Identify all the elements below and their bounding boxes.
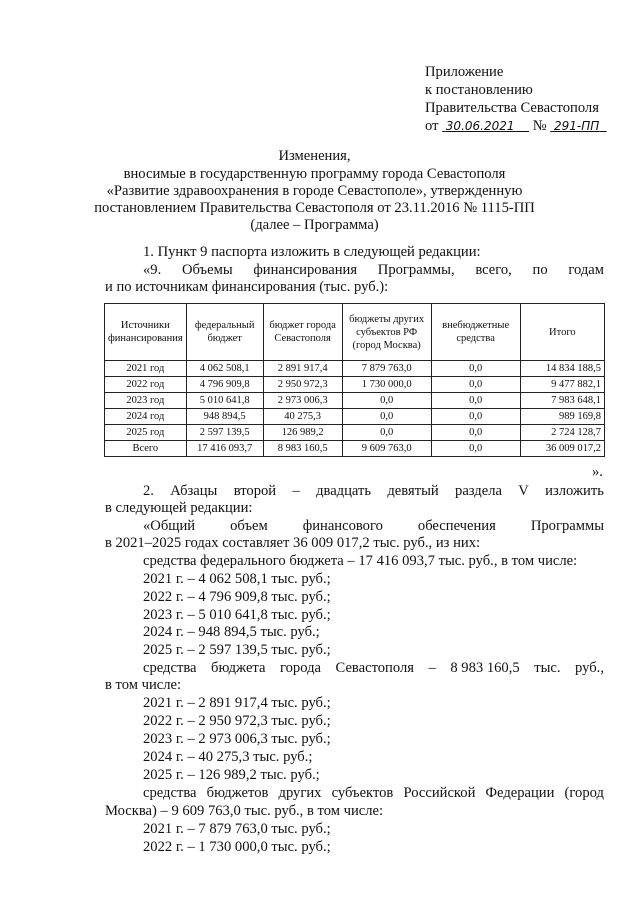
federal-budget-line: средства федерального бюджета – 17 416 093,7 тыс. руб., в том числе: bbox=[143, 553, 578, 569]
column-header: бюджет города Севастополя bbox=[263, 304, 342, 361]
word: объем bbox=[230, 518, 268, 534]
table-cell: 9 609 763,0 bbox=[342, 441, 431, 457]
table-cell: 0,0 bbox=[431, 377, 520, 393]
table-cell: 14 834 188,5 bbox=[520, 361, 604, 377]
table-row bbox=[105, 377, 605, 393]
word: второй bbox=[233, 483, 277, 499]
table-closing-quote: ». bbox=[592, 464, 603, 480]
word: Программы bbox=[530, 518, 604, 534]
word: по bbox=[532, 262, 548, 278]
item-1-quote-line-2: и по источникам финансирования (тыс. руб.): bbox=[105, 279, 389, 295]
appendix-line-3: Правительства Севастополя bbox=[425, 100, 599, 116]
word: города bbox=[280, 660, 321, 676]
word: (город bbox=[564, 785, 604, 801]
column-header: федеральный бюджет bbox=[186, 304, 263, 361]
heading-line-2: вносимые в государственную программу города Севастополя bbox=[123, 166, 506, 182]
other-year-line: 2021 г. – 7 879 763,0 тыс. руб.; bbox=[143, 821, 331, 837]
table-cell: 2023 год bbox=[105, 393, 187, 409]
item-1-quote-line bbox=[143, 262, 604, 279]
date-prefix: от bbox=[425, 118, 439, 134]
word: Объемы bbox=[181, 262, 233, 278]
date-field bbox=[442, 118, 529, 134]
other-budgets-line-2: Москва) – 9 609 763,0 тыс. руб., в том числе: bbox=[105, 803, 384, 819]
other-budgets-line bbox=[143, 785, 604, 802]
number-field bbox=[550, 118, 606, 134]
table-cell: 7 983 648,1 bbox=[520, 393, 604, 409]
city-year-line: 2022 г. – 2 950 972,3 тыс. руб.; bbox=[143, 713, 331, 729]
table-cell: 2024 год bbox=[105, 409, 187, 425]
column-header: бюджеты других субъектов РФ (город Москва) bbox=[342, 304, 431, 361]
table-cell: 8 983 160,5 bbox=[263, 441, 342, 457]
word: Федерации bbox=[485, 785, 555, 801]
table-cell: 9 477 882,1 bbox=[520, 377, 604, 393]
word: руб., bbox=[575, 660, 604, 676]
word: других bbox=[278, 785, 322, 801]
table-row bbox=[105, 409, 605, 425]
table-cell: 989 169,8 bbox=[520, 409, 604, 425]
table-cell: 17 416 093,7 bbox=[186, 441, 263, 457]
column-header: внебюджетные средства bbox=[431, 304, 520, 361]
word: 2. bbox=[143, 483, 154, 499]
word: средства bbox=[143, 785, 197, 801]
table-cell: 4 796 909,8 bbox=[186, 377, 263, 393]
word: бюджета bbox=[211, 660, 266, 676]
appendix-line-1: Приложение bbox=[425, 64, 504, 80]
item-2-line-2: в следующей редакции: bbox=[105, 500, 253, 516]
financing-table bbox=[104, 303, 605, 457]
federal-year-line: 2023 г. – 5 010 641,8 тыс. руб.; bbox=[143, 607, 331, 623]
column-header: Итого bbox=[520, 304, 604, 361]
city-year-line: 2024 г. – 40 275,3 тыс. руб.; bbox=[143, 749, 313, 765]
table-cell: 0,0 bbox=[431, 409, 520, 425]
word: изложить bbox=[545, 483, 604, 499]
federal-year-line: 2025 г. – 2 597 139,5 тыс. руб.; bbox=[143, 642, 331, 658]
table-cell: 5 010 641,8 bbox=[186, 393, 263, 409]
table-cell: 2 597 139,5 bbox=[186, 425, 263, 441]
table-cell: 0,0 bbox=[431, 393, 520, 409]
heading-line-5: (далее – Программа) bbox=[250, 217, 379, 233]
federal-year-line: 2024 г. – 948 894,5 тыс. руб.; bbox=[143, 624, 320, 640]
table-row bbox=[105, 361, 605, 377]
table-cell: 0,0 bbox=[431, 361, 520, 377]
appendix-block bbox=[425, 63, 607, 135]
word: V bbox=[518, 483, 529, 499]
table-cell: 1 730 000,0 bbox=[342, 377, 431, 393]
table-cell: 36 009 017,2 bbox=[520, 441, 604, 457]
word: средства bbox=[143, 660, 197, 676]
appendix-date-line bbox=[425, 117, 607, 135]
heading-title: Изменения, bbox=[278, 148, 351, 164]
table-cell: 0,0 bbox=[431, 425, 520, 441]
table-header-row bbox=[105, 304, 605, 361]
table-cell: 2022 год bbox=[105, 377, 187, 393]
table-cell: 948 894,5 bbox=[186, 409, 263, 425]
handwritten-number: 291-ПП bbox=[554, 119, 600, 133]
heading-line-4: постановлением Правительства Севастополя от 23.11.2016 № 1115-ПП bbox=[94, 200, 535, 216]
other-year-line: 2022 г. – 1 730 000,0 тыс. руб.; bbox=[143, 839, 331, 855]
word: Абзацы bbox=[170, 483, 218, 499]
item-1-text: 1. Пункт 9 паспорта изложить в следующей редакции: bbox=[143, 244, 481, 260]
word: 8 983 160,5 bbox=[450, 660, 520, 676]
word: обеспечения bbox=[417, 518, 496, 534]
word: финансового bbox=[302, 518, 383, 534]
city-year-line: 2025 г. – 126 989,2 тыс. руб.; bbox=[143, 767, 320, 783]
table-cell: 0,0 bbox=[342, 425, 431, 441]
word: Севастополя bbox=[335, 660, 414, 676]
word: бюджетов bbox=[206, 785, 269, 801]
word: Программы, bbox=[377, 262, 455, 278]
federal-year-line: 2022 г. – 4 796 909,8 тыс. руб.; bbox=[143, 589, 331, 605]
table-cell: 0,0 bbox=[342, 409, 431, 425]
table-cell: 2025 год bbox=[105, 425, 187, 441]
word: всего, bbox=[475, 262, 512, 278]
item-2-quote-line bbox=[143, 518, 604, 535]
city-budget-line bbox=[143, 660, 604, 677]
number-prefix: № bbox=[532, 118, 547, 134]
heading-line-3: «Развитие здравоохранения в городе Севастополе», утвержденную bbox=[106, 183, 523, 199]
table-cell: 40 275,3 bbox=[263, 409, 342, 425]
word: финансирования bbox=[253, 262, 358, 278]
word: девятый bbox=[387, 483, 439, 499]
handwritten-date: 30.06.2021 bbox=[445, 119, 515, 133]
word: раздела bbox=[455, 483, 502, 499]
word: двадцать bbox=[316, 483, 372, 499]
table-cell: 0,0 bbox=[431, 441, 520, 457]
word: годам bbox=[568, 262, 604, 278]
word: – bbox=[428, 660, 436, 676]
item-2-first-line bbox=[143, 483, 604, 500]
city-year-line: 2023 г. – 2 973 006,3 тыс. руб.; bbox=[143, 731, 331, 747]
city-year-line: 2021 г. – 2 891 917,4 тыс. руб.; bbox=[143, 695, 331, 711]
word: тыс. bbox=[534, 660, 561, 676]
federal-year-line: 2021 г. – 4 062 508,1 тыс. руб.; bbox=[143, 571, 331, 587]
item-2-line-4: в 2021–2025 годах составляет 36 009 017,2 тыс. руб., из них: bbox=[105, 535, 481, 551]
word: – bbox=[292, 483, 300, 499]
table-total-row bbox=[105, 441, 605, 457]
appendix-line-2: к постановлению bbox=[425, 82, 533, 98]
city-budget-line-2: в том числе: bbox=[105, 677, 182, 693]
table-cell: 4 062 508,1 bbox=[186, 361, 263, 377]
table-cell: 0,0 bbox=[342, 393, 431, 409]
table-cell: 2 891 917,4 bbox=[263, 361, 342, 377]
table-cell: Всего bbox=[105, 441, 187, 457]
table-cell: 2021 год bbox=[105, 361, 187, 377]
table-cell: 126 989,2 bbox=[263, 425, 342, 441]
word: «Общий bbox=[143, 518, 196, 534]
table-cell: 2 950 972,3 bbox=[263, 377, 342, 393]
column-header: Источники финансирования bbox=[105, 304, 187, 361]
table-cell: 7 879 763,0 bbox=[342, 361, 431, 377]
table-row bbox=[105, 425, 605, 441]
table-cell: 2 724 128,7 bbox=[520, 425, 604, 441]
word: Российской bbox=[403, 785, 476, 801]
table-row bbox=[105, 393, 605, 409]
word: субъектов bbox=[331, 785, 394, 801]
table-cell: 2 973 006,3 bbox=[263, 393, 342, 409]
word: «9. bbox=[143, 262, 162, 278]
